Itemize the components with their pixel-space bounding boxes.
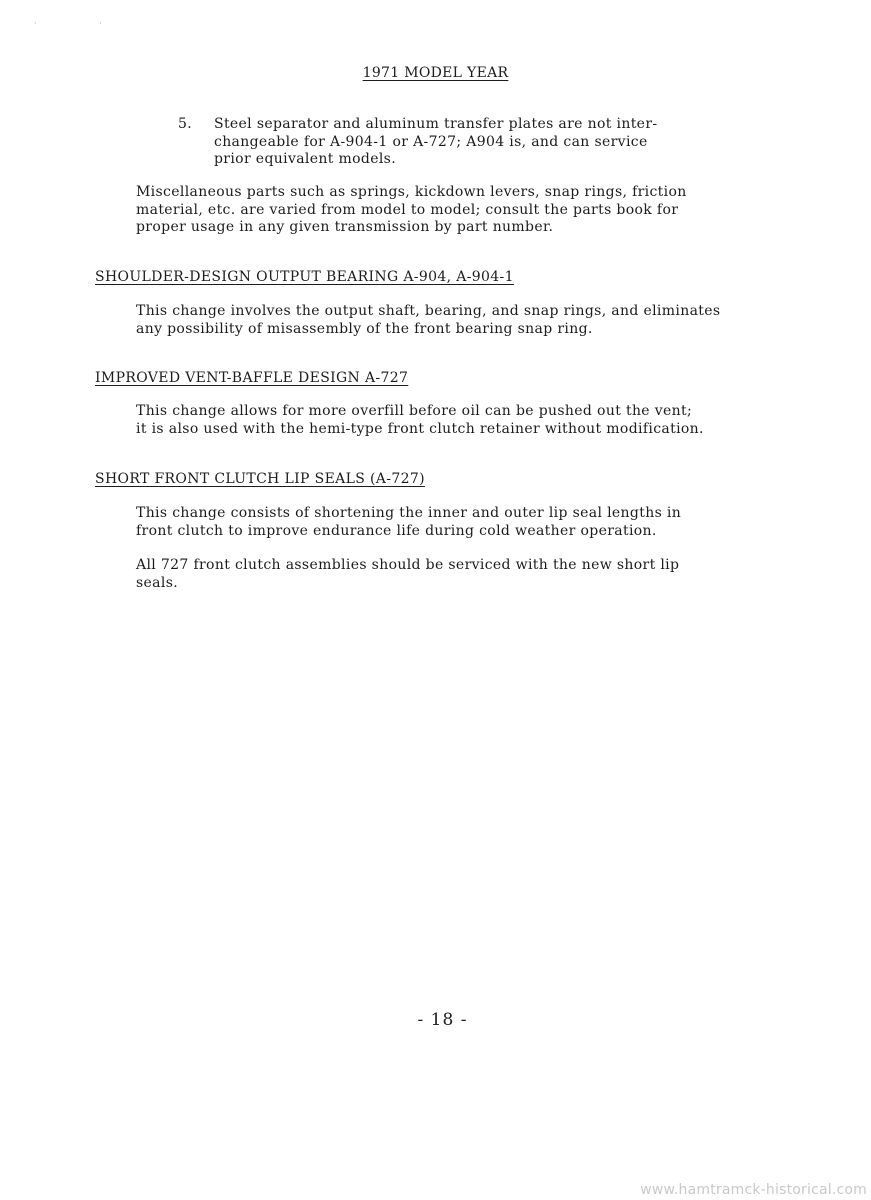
page-title: 1971 MODEL YEAR: [362, 65, 509, 81]
paragraph-line: proper usage in any given transmission by part number.: [136, 219, 554, 235]
section-paragraph: [136, 557, 836, 592]
section-heading-lip-seals: SHORT FRONT CLUTCH LIP SEALS (A-727): [95, 471, 425, 487]
scan-specks: · ·: [34, 19, 132, 28]
section-paragraph: [136, 303, 836, 338]
item-text: [214, 116, 794, 169]
item-line: prior equivalent models.: [214, 151, 397, 167]
paragraph-line: Miscellaneous parts such as springs, kickdown levers, snap rings, friction: [136, 184, 687, 200]
section-paragraph: [136, 505, 836, 540]
paragraph-line: any possibility of misassembly of the front bearing snap ring.: [136, 320, 593, 337]
section-heading-vent-baffle: IMPROVED VENT-BAFFLE DESIGN A-727: [95, 370, 409, 386]
paragraph-line: All 727 front clutch assemblies should be serviced with the new short lip: [136, 557, 680, 573]
paragraph-line: it is also used with the hemi-type front clutch retainer without modification.: [136, 420, 704, 437]
paragraph-line: This change consists of shortening the inner and outer lip seal lengths in: [136, 505, 682, 521]
item-line: Steel separator and aluminum transfer plates are not inter-: [214, 116, 658, 132]
section-heading-output-bearing: SHOULDER-DESIGN OUTPUT BEARING A-904, A-904-1: [95, 269, 514, 285]
paragraph-line: This change allows for more overfill before oil can be pushed out the vent;: [136, 403, 693, 419]
paragraph-line: front clutch to improve endurance life during cold weather operation.: [136, 522, 657, 539]
item-number: 5.: [178, 116, 193, 132]
paragraph-line: material, etc. are varied from model to model; consult the parts book for: [136, 201, 679, 218]
paragraph-line: seals.: [136, 574, 179, 591]
misc-paragraph: [136, 184, 836, 237]
page-number: - 18 -: [417, 1010, 468, 1030]
watermark: www.hamtramck-historical.com: [640, 1182, 867, 1198]
section-paragraph: [136, 403, 836, 438]
item-line: changeable for A-904-1 or A-727; A904 is, and can service: [214, 133, 648, 150]
paragraph-line: This change involves the output shaft, bearing, and snap rings, and eliminates: [136, 303, 721, 319]
